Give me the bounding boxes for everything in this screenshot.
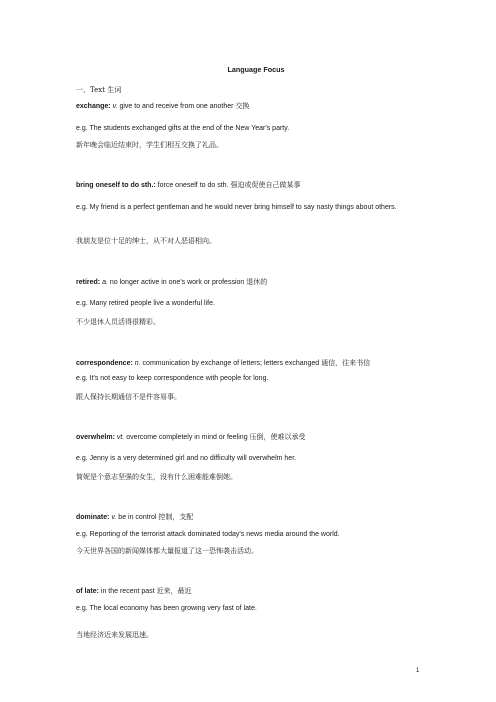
entry-definition: communication by exchange of letters; letters exchanged bbox=[142, 360, 320, 367]
entry-pos: a. bbox=[102, 279, 108, 286]
entry-definition-line bbox=[76, 358, 428, 369]
entry-definition-line bbox=[76, 432, 428, 443]
entry-cn-meaning: 通信，往来书信 bbox=[321, 359, 371, 367]
entry-cn-meaning: 压倒，使难以承受 bbox=[249, 433, 306, 441]
entry-example: e.g. It's not easy to keep correspondence with people for long. bbox=[76, 375, 269, 382]
entry-definition-line bbox=[76, 180, 428, 191]
page-title: Language Focus bbox=[227, 65, 285, 74]
entry-pos: n. bbox=[134, 360, 141, 367]
entry-translation: 今天世界各国的新闻媒体都大量报道了这一恐怖袭击活动。 bbox=[76, 547, 258, 555]
entry-definition-line bbox=[76, 586, 428, 597]
entry-cn-meaning: 近来，最近 bbox=[156, 587, 192, 595]
entry-definition: force oneself to do sth. bbox=[157, 182, 229, 189]
entry-word: of late: bbox=[76, 588, 99, 595]
entry-definition-line bbox=[76, 512, 428, 523]
entry-translation: 新年晚会临近结束时，学生们相互交换了礼品。 bbox=[76, 141, 223, 149]
entry-translation: 跟人保持长期通信不是件容易事。 bbox=[76, 393, 181, 401]
entry-cn-meaning: 控制，支配 bbox=[158, 513, 194, 521]
entry-translation: 当地经济近来发展迅速。 bbox=[76, 631, 153, 639]
entry-word: dominate: bbox=[76, 514, 110, 521]
entry-cn-meaning: 交换 bbox=[235, 102, 250, 110]
entry-word: exchange: bbox=[76, 103, 111, 110]
entry-pos: v. bbox=[112, 103, 118, 110]
entry-example: e.g. Many retired people live a wonderful life. bbox=[76, 300, 215, 307]
entry-translation: 简妮是个意志坚强的女生，没有什么困难能难倒她。 bbox=[76, 473, 237, 481]
entry-pos: vt. bbox=[116, 434, 125, 441]
entry-translation: 不少退休人员活得很精彩。 bbox=[76, 318, 160, 326]
entry-translation: 我朋友是位十足的绅士，从不对人恶语相向。 bbox=[76, 237, 216, 245]
entry-definition: no longer active in one's work or profession bbox=[109, 279, 245, 286]
entry-definition-line bbox=[76, 101, 428, 112]
page-number: 1 bbox=[416, 668, 420, 674]
entry-word: overwhelm: bbox=[76, 434, 115, 441]
entry-example: e.g. Jenny is a very determined girl and no difficulty will overwhelm her. bbox=[76, 455, 297, 462]
entry-definition: give to and receive from one another bbox=[119, 103, 234, 110]
entry-cn-meaning: 强迫或促使自己做某事 bbox=[230, 181, 301, 189]
entry-definition: be in control bbox=[118, 514, 157, 521]
section-heading: 一、Text 生词 bbox=[76, 86, 122, 94]
entry-definition: in the recent past bbox=[100, 588, 155, 595]
entry-example: e.g. The local economy has been growing very fast of late. bbox=[76, 605, 257, 612]
entry-example: e.g. Reporting of the terrorist attack dominated today's news media around the world. bbox=[76, 531, 340, 538]
entry-word: bring oneself to do sth.: bbox=[76, 182, 156, 189]
entry-pos: v. bbox=[111, 514, 117, 521]
entry-example: e.g. My friend is a perfect gentleman and he would never bring himself to say nasty things about others. bbox=[76, 204, 397, 211]
entry-definition: overcome completely in mind or feeling bbox=[126, 434, 248, 441]
entry-example: e.g. The students exchanged gifts at the end of the New Year's party. bbox=[76, 125, 290, 132]
entry-cn-meaning: 退休的 bbox=[246, 278, 268, 286]
entry-definition-line bbox=[76, 277, 428, 288]
entry-word: retired: bbox=[76, 279, 101, 286]
entry-word: correspondence: bbox=[76, 360, 133, 367]
